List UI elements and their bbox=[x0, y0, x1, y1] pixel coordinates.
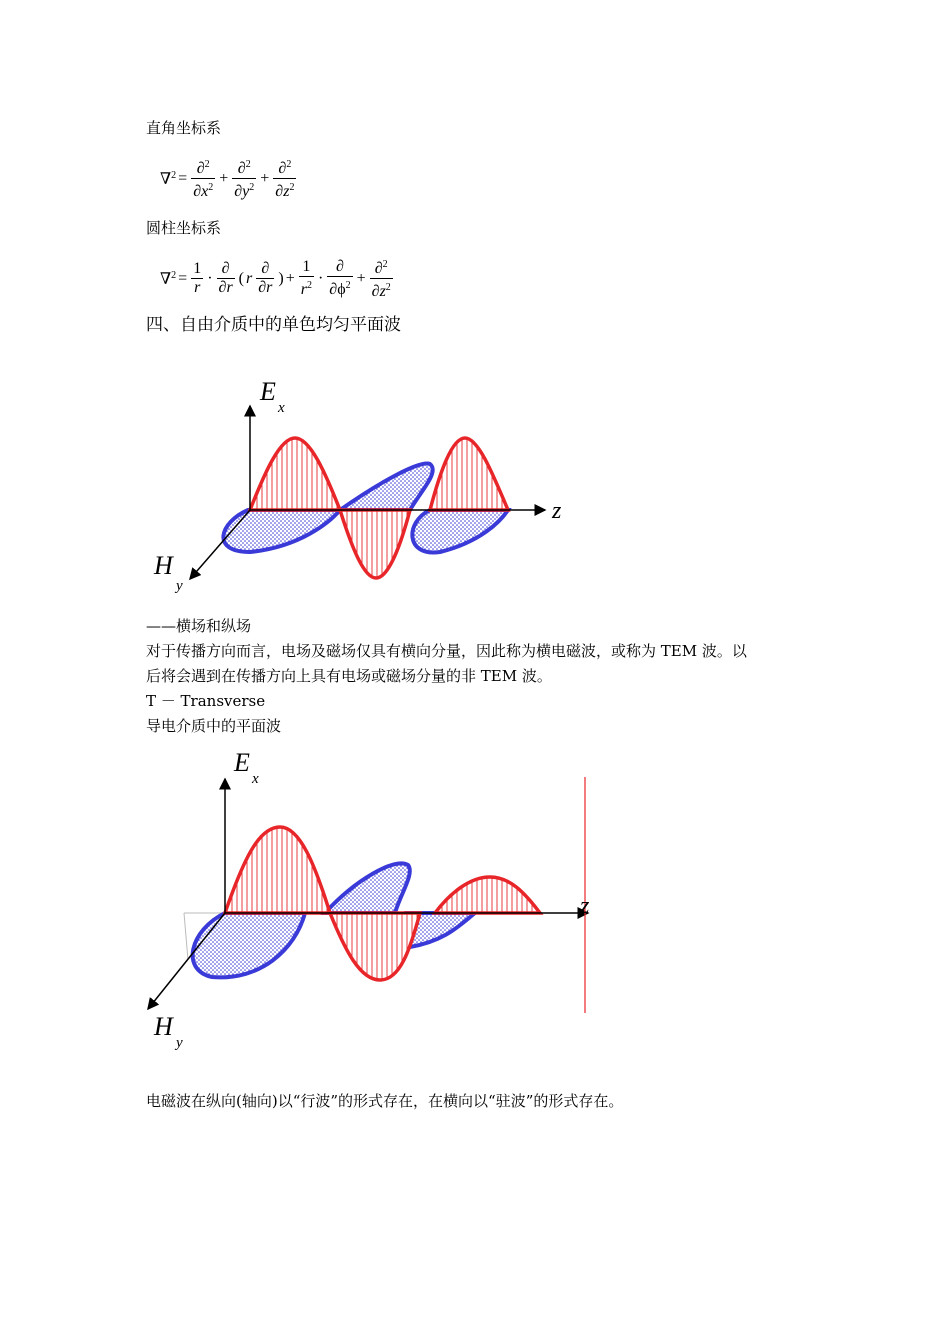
nabla-symbol: ∇$^2$ bbox=[160, 169, 177, 188]
magnetic-field-lobe bbox=[412, 510, 508, 552]
electric-field-lobe bbox=[430, 438, 508, 510]
fraction-d-dr: $\frac{\partial}{\partial r}$ bbox=[218, 260, 233, 296]
fraction-d-dr-inner: $\frac{\partial}{\partial r}$ bbox=[258, 260, 273, 296]
electric-field-lobe bbox=[225, 827, 330, 913]
fraction-one-over-r2: $\frac{1}{r^2}$ bbox=[300, 258, 312, 298]
paragraph-line-1: 对于传播方向而言，电场及磁场仅具有横向分量，因此称为横电磁波，或称为 TEM 波。以 bbox=[146, 642, 747, 660]
e-axis-label: E bbox=[234, 748, 250, 777]
paragraph-line-2: 后将会遇到在传播方向上具有电场或磁场分量的非 TEM 波。 bbox=[146, 667, 552, 685]
electric-field-lobe bbox=[340, 510, 410, 578]
magnetic-field-lobe bbox=[223, 510, 340, 552]
tem-expansion: T － Transverse bbox=[146, 692, 266, 710]
plane-wave-diagram-conductive bbox=[140, 745, 610, 1050]
electric-field-lobe bbox=[250, 438, 340, 510]
fraction-x: $\frac{\partial^2}{\partial x^2}$ bbox=[193, 159, 214, 200]
fraction-d2-dz2: $\frac{\partial^2}{\partial z^2}$ bbox=[371, 259, 391, 300]
e-axis-subscript: x bbox=[252, 771, 259, 787]
z-axis-label: z bbox=[580, 893, 590, 919]
fraction-d2-dphi2: $\frac{\partial}{\partial\phi^2}$ bbox=[329, 258, 351, 298]
fraction-one-over-r: $\frac{1}{r}$ bbox=[193, 260, 202, 296]
magnetic-field-lobe bbox=[340, 464, 433, 510]
section-heading-plane-wave: 四、自由介质中的单色均匀平面波 bbox=[146, 315, 401, 335]
plus-sign: + bbox=[219, 169, 229, 187]
boundary-line bbox=[184, 913, 188, 960]
plus-sign: + bbox=[260, 169, 270, 187]
fraction-z: $\frac{\partial^2}{\partial z^2}$ bbox=[275, 159, 295, 200]
h-axis-subscript: y bbox=[176, 1035, 183, 1050]
e-axis-label: E bbox=[260, 377, 276, 406]
h-axis-subscript: y bbox=[176, 578, 183, 594]
plane-wave-diagram-free-space bbox=[140, 372, 590, 602]
conductive-medium-title: 导电介质中的平面波 bbox=[146, 717, 282, 735]
cartesian-title: 直角坐标系 bbox=[146, 119, 222, 137]
closing-sentence: 电磁波在纵向(轴向)以“行波”的形式存在，在横向以“驻波”的形式存在。 bbox=[146, 1092, 624, 1110]
fraction-y: $\frac{\partial^2}{\partial y^2}$ bbox=[234, 159, 255, 200]
cylindrical-laplacian-formula: ∇$^2$ = $\frac{1}{r}$ · $\frac{\partial}{\partial r}$ ( r $\frac{\partial}{\partial r}$ ) + $\frac{1}{r^2}$ · $\frac{\partial}{\partial\phi^2}$ + $\frac{\partial^2}{\partial z^2}$ bbox=[160, 258, 391, 300]
electric-field-lobe bbox=[330, 913, 420, 980]
h-axis-label: H bbox=[154, 1012, 173, 1041]
equals-sign: = bbox=[178, 269, 188, 287]
z-axis-label: z bbox=[552, 498, 562, 524]
e-axis-subscript: x bbox=[278, 400, 285, 416]
cylindrical-title: 圆柱坐标系 bbox=[146, 219, 222, 237]
electric-field-lobe bbox=[435, 877, 540, 913]
magnetic-field-lobe bbox=[193, 913, 305, 977]
cartesian-laplacian-formula bbox=[160, 156, 298, 201]
equals-sign: = bbox=[178, 169, 188, 187]
h-axis-label: H bbox=[154, 551, 173, 580]
magnetic-field-lobe bbox=[325, 863, 410, 913]
nabla-symbol: ∇$^2$ bbox=[160, 269, 177, 288]
transverse-note: ——横场和纵场 bbox=[146, 617, 252, 635]
